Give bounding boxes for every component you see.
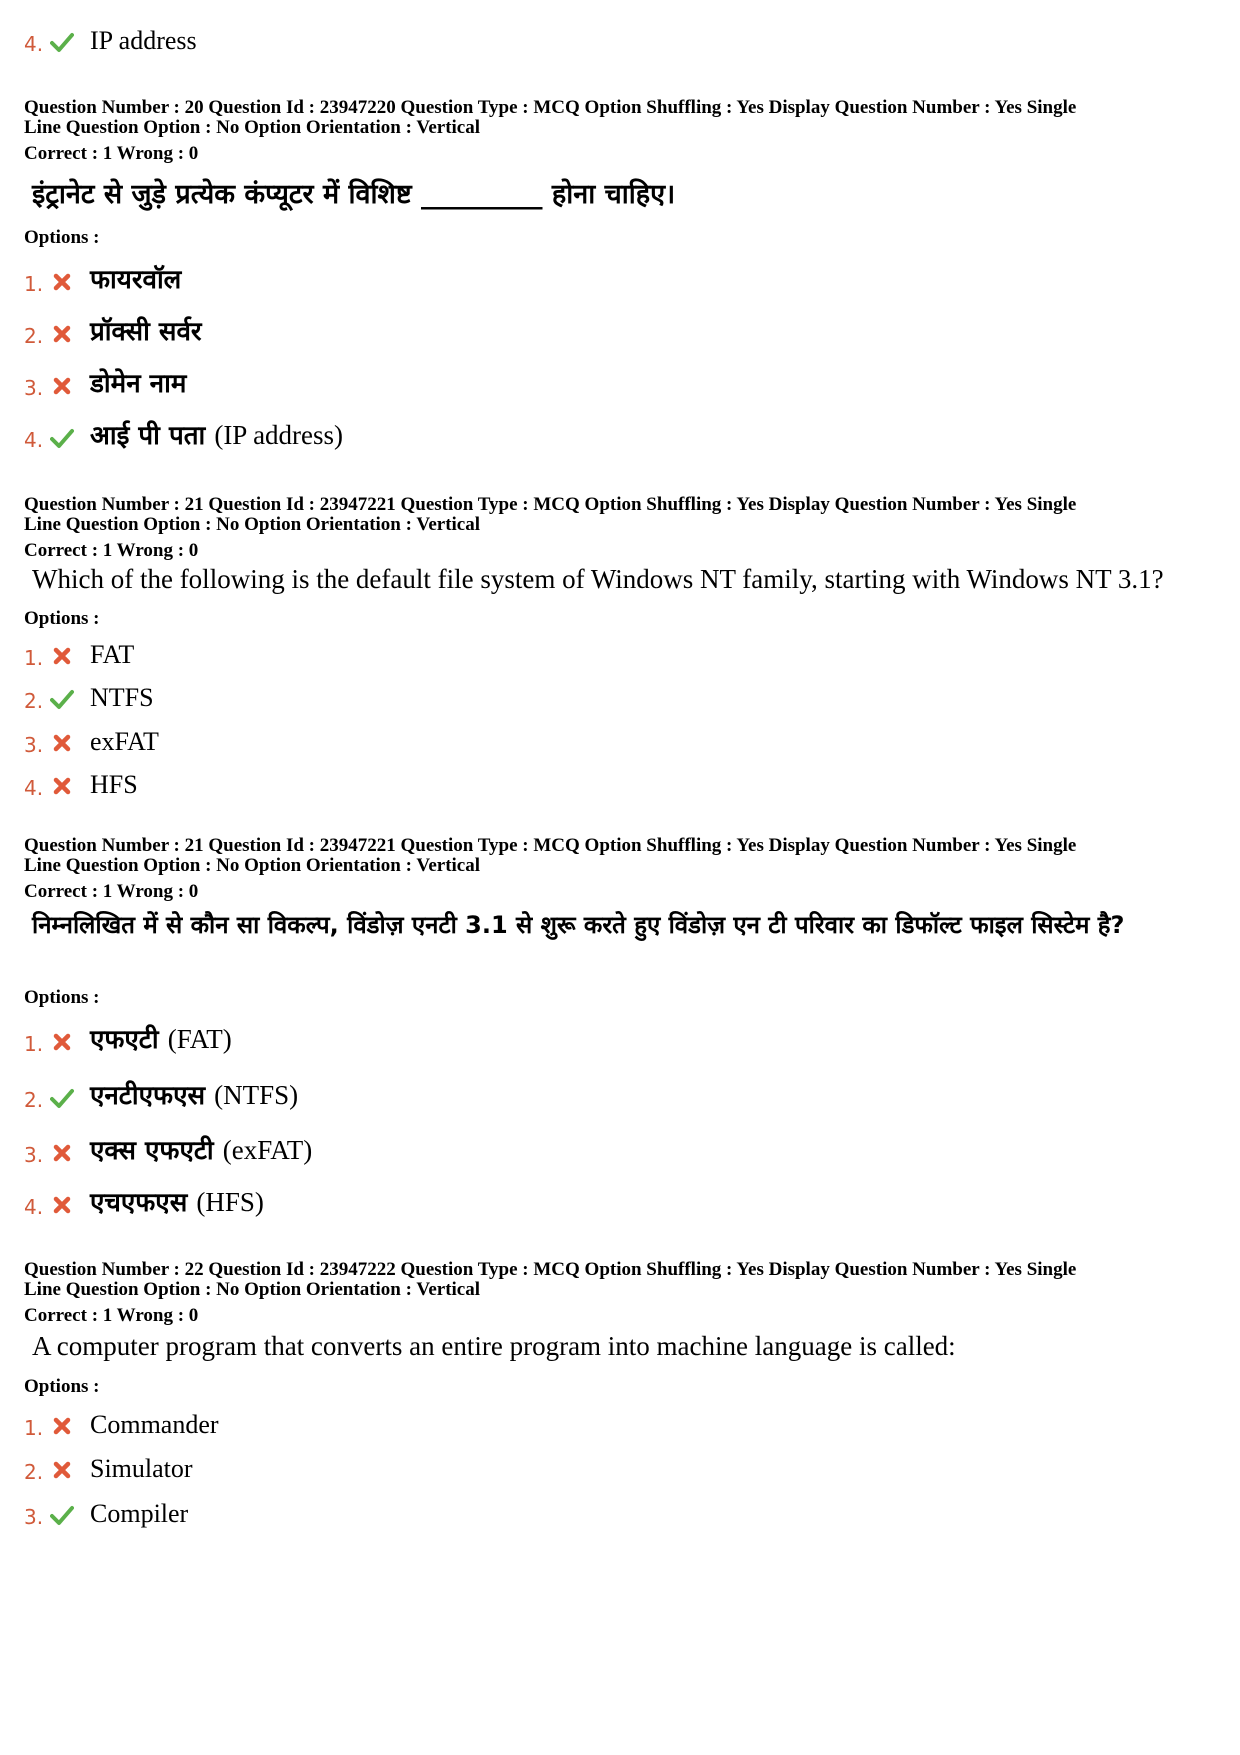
question-text: A computer program that converts an entire program into machine language is called: [32, 1331, 956, 1361]
option-text [90, 1076, 298, 1112]
option-number: 1. [24, 1032, 44, 1056]
option-text-main: HFS [90, 770, 138, 799]
check-icon [50, 30, 74, 54]
check-icon [50, 1086, 74, 1110]
option-text-main: डोमेन नाम [90, 369, 187, 399]
option-text [90, 683, 154, 713]
option-item [24, 675, 1124, 719]
option-text-main: FAT [90, 640, 135, 669]
option-text-main: एक्स एफएटी [90, 1136, 214, 1166]
question-meta-line: Question Number : 22 Question Id : 23947222 Question Type : MCQ Option Shuffling : Yes Display Question Number : Yes Single [24, 1259, 1077, 1280]
option-number: 4. [24, 776, 44, 800]
option-item [24, 632, 1124, 676]
option-item [24, 1074, 1124, 1118]
question-text: Which of the following is the default file system of Windows NT family, starting with Windows NT 3.1? [32, 564, 1164, 594]
option-text-main: Commander [90, 1410, 219, 1439]
question-text: निम्नलिखित में से कौन सा विकल्प, विंडोज़ एनटी 3.1 से शुरू करते हुए विंडोज़ एन टी परिवार का डिफॉल्ट फाइल सिस्टेम है? [32, 911, 1125, 939]
options-label: Options : [24, 227, 100, 248]
cross-icon [50, 1458, 74, 1482]
option-number: 3. [24, 1505, 44, 1529]
option-item [24, 1181, 1124, 1225]
option-item [24, 1491, 1124, 1535]
option-item [24, 414, 1124, 458]
option-text-main: फायरवॉल [90, 265, 182, 295]
option-item [24, 1402, 1124, 1446]
question-meta [24, 495, 1220, 535]
option-number: 4. [24, 1195, 44, 1219]
option-text-main: एनटीएफएस [90, 1081, 206, 1111]
option-text [90, 312, 202, 348]
options-label: Options : [24, 608, 100, 629]
option-item [24, 762, 1124, 806]
option-number: 4. [24, 428, 44, 452]
cross-icon [50, 374, 74, 398]
score-info: Correct : 1 Wrong : 0 [24, 1305, 199, 1326]
option-text-english: (NTFS) [214, 1080, 299, 1110]
question-meta [24, 836, 1220, 876]
option-text [90, 416, 343, 452]
option-text [90, 770, 138, 800]
option-text [90, 1454, 193, 1484]
check-icon [50, 1503, 74, 1527]
question-meta-line: Question Number : 20 Question Id : 23947220 Question Type : MCQ Option Shuffling : Yes Display Question Number : Yes Single [24, 97, 1077, 118]
option-text-main: exFAT [90, 727, 159, 756]
option-number: 3. [24, 1143, 44, 1167]
option-item [24, 1129, 1124, 1173]
cross-icon [50, 1030, 74, 1054]
cross-icon [50, 322, 74, 346]
cross-icon [50, 774, 74, 798]
score-info: Correct : 1 Wrong : 0 [24, 143, 199, 164]
cross-icon [50, 731, 74, 755]
option-text [90, 1499, 188, 1529]
question-meta-line: Question Number : 21 Question Id : 23947221 Question Type : MCQ Option Shuffling : Yes Display Question Number : Yes Single [24, 494, 1077, 515]
option-number: 2. [24, 324, 44, 348]
option-text-main: NTFS [90, 683, 154, 712]
options-label: Options : [24, 1376, 100, 1397]
option-number: 3. [24, 376, 44, 400]
option-text-english: (IP address) [214, 420, 344, 450]
option-text [90, 727, 159, 757]
option-text-english: (HFS) [196, 1187, 264, 1217]
option-number: 1. [24, 1416, 44, 1440]
option-text-main: आई पी पता [90, 421, 206, 451]
question-meta-line: Line Question Option : No Option Orientation : Vertical [24, 855, 481, 876]
option-text [90, 260, 181, 296]
option-item [24, 362, 1124, 406]
question-meta-line: Line Question Option : No Option Orientation : Vertical [24, 514, 481, 535]
cross-icon [50, 1193, 74, 1217]
cross-icon [50, 1141, 74, 1165]
option-item [24, 258, 1124, 302]
question-meta-line: Question Number : 21 Question Id : 23947221 Question Type : MCQ Option Shuffling : Yes Display Question Number : Yes Single [24, 835, 1077, 856]
option-number: 2. [24, 1088, 44, 1112]
option-number: 2. [24, 1460, 44, 1484]
option-number: 1. [24, 646, 44, 670]
question-meta-line: Line Question Option : No Option Orientation : Vertical [24, 1279, 481, 1300]
score-info: Correct : 1 Wrong : 0 [24, 881, 199, 902]
cross-icon [50, 1414, 74, 1438]
option-text-english: (exFAT) [222, 1135, 313, 1165]
option-text [90, 364, 186, 400]
option-text [90, 1131, 312, 1167]
question-meta [24, 98, 1220, 138]
option-text-main: एफएटी [90, 1025, 159, 1055]
option-text [90, 640, 134, 670]
question-meta [24, 1260, 1220, 1300]
option-item [24, 1018, 1124, 1062]
cross-icon [50, 644, 74, 668]
option-number: 4. [24, 32, 44, 56]
cross-icon [50, 270, 74, 294]
option-text [90, 1183, 264, 1219]
check-icon [50, 687, 74, 711]
option-item [24, 310, 1124, 354]
question-meta-line: Line Question Option : No Option Orientation : Vertical [24, 117, 481, 138]
option-number: 3. [24, 733, 44, 757]
option-item [24, 1446, 1124, 1490]
option-text-main: Compiler [90, 1499, 189, 1528]
option-text-main: प्रॉक्सी सर्वर [90, 317, 202, 347]
option-item [24, 719, 1124, 763]
option-text-main: एचएफएस [90, 1188, 188, 1218]
option-number: 1. [24, 272, 44, 296]
option-text [90, 1020, 232, 1056]
option-text-main: Simulator [90, 1454, 193, 1483]
options-label: Options : [24, 987, 100, 1008]
option-text-english: (FAT) [167, 1024, 232, 1054]
option-number: 2. [24, 689, 44, 713]
option-text: IP address [90, 26, 197, 55]
score-info: Correct : 1 Wrong : 0 [24, 540, 199, 561]
option-text [90, 1410, 219, 1440]
check-icon [50, 426, 74, 450]
question-text: इंट्रानेट से जुड़े प्रत्येक कंप्यूटर में विशिष्ट _________ होना चाहिए। [32, 179, 676, 210]
option-item [24, 18, 1124, 62]
